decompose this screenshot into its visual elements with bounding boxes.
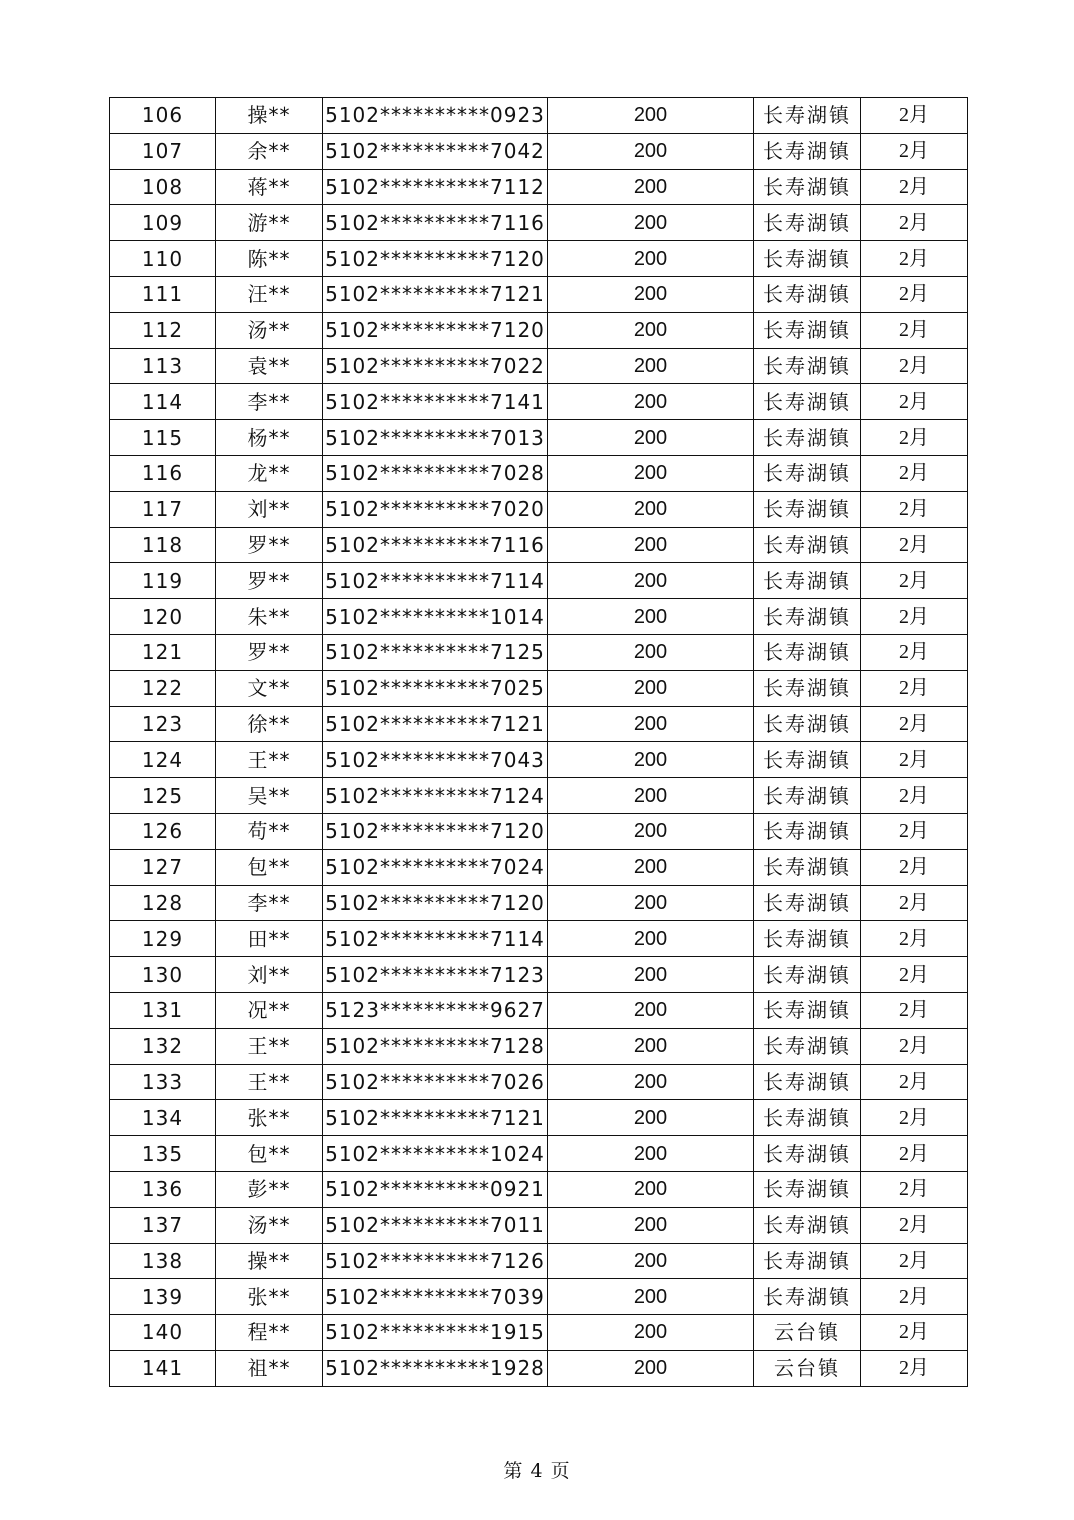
name-cell: 包** [216, 849, 323, 885]
roster-table-body [110, 98, 968, 1387]
table-row [110, 634, 968, 670]
id-number-cell: 5102**********7024 [323, 849, 548, 885]
town-cell: 长寿湖镇 [754, 813, 861, 849]
town-cell: 长寿湖镇 [754, 312, 861, 348]
name-cell: 刘** [216, 491, 323, 527]
month-cell: 2月 [861, 1100, 968, 1136]
name-cell: 程** [216, 1315, 323, 1351]
name-cell: 操** [216, 98, 323, 134]
row-number-cell: 123 [110, 706, 216, 742]
table-row [110, 1279, 968, 1315]
id-number-cell: 5102**********7013 [323, 420, 548, 456]
town-cell: 长寿湖镇 [754, 241, 861, 277]
table-row [110, 992, 968, 1028]
amount-cell: 200 [548, 527, 754, 563]
id-number-cell: 5102**********7011 [323, 1207, 548, 1243]
table-row [110, 1136, 968, 1172]
name-cell: 汤** [216, 1207, 323, 1243]
town-cell: 长寿湖镇 [754, 455, 861, 491]
town-cell: 长寿湖镇 [754, 1064, 861, 1100]
month-cell: 2月 [861, 563, 968, 599]
town-cell: 长寿湖镇 [754, 169, 861, 205]
amount-cell: 200 [548, 1028, 754, 1064]
id-number-cell: 5102**********7128 [323, 1028, 548, 1064]
name-cell: 张** [216, 1100, 323, 1136]
row-number-cell: 128 [110, 885, 216, 921]
row-number-cell: 140 [110, 1315, 216, 1351]
row-number-cell: 131 [110, 992, 216, 1028]
amount-cell: 200 [548, 455, 754, 491]
name-cell: 杨** [216, 420, 323, 456]
row-number-cell: 124 [110, 742, 216, 778]
town-cell: 长寿湖镇 [754, 98, 861, 134]
row-number-cell: 120 [110, 599, 216, 635]
month-cell: 2月 [861, 276, 968, 312]
table-row [110, 98, 968, 134]
amount-cell: 200 [548, 1100, 754, 1136]
amount-cell: 200 [548, 957, 754, 993]
id-number-cell: 5102**********7141 [323, 384, 548, 420]
amount-cell: 200 [548, 1207, 754, 1243]
town-cell: 云台镇 [754, 1350, 861, 1386]
name-cell: 罗** [216, 527, 323, 563]
row-number-cell: 106 [110, 98, 216, 134]
month-cell: 2月 [861, 98, 968, 134]
name-cell: 蒋** [216, 169, 323, 205]
id-number-cell: 5102**********7120 [323, 813, 548, 849]
town-cell: 长寿湖镇 [754, 1207, 861, 1243]
table-row [110, 1171, 968, 1207]
row-number-cell: 116 [110, 455, 216, 491]
table-row [110, 563, 968, 599]
town-cell: 长寿湖镇 [754, 778, 861, 814]
name-cell: 罗** [216, 563, 323, 599]
id-number-cell: 5102**********7028 [323, 455, 548, 491]
row-number-cell: 138 [110, 1243, 216, 1279]
table-row [110, 205, 968, 241]
row-number-cell: 115 [110, 420, 216, 456]
row-number-cell: 117 [110, 491, 216, 527]
row-number-cell: 130 [110, 957, 216, 993]
row-number-cell: 126 [110, 813, 216, 849]
month-cell: 2月 [861, 1243, 968, 1279]
month-cell: 2月 [861, 1064, 968, 1100]
month-cell: 2月 [861, 205, 968, 241]
month-cell: 2月 [861, 921, 968, 957]
month-cell: 2月 [861, 455, 968, 491]
town-cell: 长寿湖镇 [754, 634, 861, 670]
amount-cell: 200 [548, 133, 754, 169]
month-cell: 2月 [861, 1171, 968, 1207]
id-number-cell: 5102**********7123 [323, 957, 548, 993]
town-cell: 长寿湖镇 [754, 670, 861, 706]
amount-cell: 200 [548, 742, 754, 778]
row-number-cell: 125 [110, 778, 216, 814]
table-row [110, 491, 968, 527]
amount-cell: 200 [548, 276, 754, 312]
id-number-cell: 5102**********1014 [323, 599, 548, 635]
amount-cell: 200 [548, 1315, 754, 1351]
amount-cell: 200 [548, 992, 754, 1028]
town-cell: 长寿湖镇 [754, 348, 861, 384]
town-cell: 长寿湖镇 [754, 1279, 861, 1315]
row-number-cell: 127 [110, 849, 216, 885]
month-cell: 2月 [861, 1315, 968, 1351]
id-number-cell: 5102**********7120 [323, 241, 548, 277]
id-number-cell: 5102**********7116 [323, 527, 548, 563]
table-row [110, 312, 968, 348]
town-cell: 长寿湖镇 [754, 420, 861, 456]
page-number-footer: 第 4 页 [503, 1460, 571, 1482]
table-row [110, 1315, 968, 1351]
id-number-cell: 5102**********7042 [323, 133, 548, 169]
id-number-cell: 5102**********7126 [323, 1243, 548, 1279]
name-cell: 王** [216, 1028, 323, 1064]
id-number-cell: 5102**********7124 [323, 778, 548, 814]
name-cell: 包** [216, 1136, 323, 1172]
table-row [110, 420, 968, 456]
id-number-cell: 5102**********1928 [323, 1350, 548, 1386]
amount-cell: 200 [548, 813, 754, 849]
month-cell: 2月 [861, 348, 968, 384]
amount-cell: 200 [548, 885, 754, 921]
town-cell: 长寿湖镇 [754, 742, 861, 778]
amount-cell: 200 [548, 1171, 754, 1207]
amount-cell: 200 [548, 384, 754, 420]
amount-cell: 200 [548, 670, 754, 706]
table-row [110, 1100, 968, 1136]
table-row [110, 813, 968, 849]
name-cell: 田** [216, 921, 323, 957]
table-row [110, 1207, 968, 1243]
month-cell: 2月 [861, 1136, 968, 1172]
id-number-cell: 5102**********7020 [323, 491, 548, 527]
town-cell: 长寿湖镇 [754, 921, 861, 957]
amount-cell: 200 [548, 241, 754, 277]
row-number-cell: 121 [110, 634, 216, 670]
amount-cell: 200 [548, 706, 754, 742]
subsidy-roster-table [109, 97, 968, 1387]
id-number-cell: 5102**********7121 [323, 1100, 548, 1136]
month-cell: 2月 [861, 1279, 968, 1315]
id-number-cell: 5102**********7043 [323, 742, 548, 778]
town-cell: 长寿湖镇 [754, 133, 861, 169]
month-cell: 2月 [861, 169, 968, 205]
name-cell: 李** [216, 384, 323, 420]
town-cell: 长寿湖镇 [754, 706, 861, 742]
town-cell: 长寿湖镇 [754, 205, 861, 241]
table-row [110, 778, 968, 814]
month-cell: 2月 [861, 742, 968, 778]
row-number-cell: 136 [110, 1171, 216, 1207]
town-cell: 云台镇 [754, 1315, 861, 1351]
table-row [110, 1243, 968, 1279]
row-number-cell: 141 [110, 1350, 216, 1386]
town-cell: 长寿湖镇 [754, 527, 861, 563]
month-cell: 2月 [861, 491, 968, 527]
town-cell: 长寿湖镇 [754, 1028, 861, 1064]
amount-cell: 200 [548, 1350, 754, 1386]
table-row [110, 670, 968, 706]
id-number-cell: 5102**********7039 [323, 1279, 548, 1315]
amount-cell: 200 [548, 921, 754, 957]
table-row [110, 599, 968, 635]
amount-cell: 200 [548, 1279, 754, 1315]
name-cell: 刘** [216, 957, 323, 993]
table-row [110, 706, 968, 742]
row-number-cell: 119 [110, 563, 216, 599]
month-cell: 2月 [861, 706, 968, 742]
table-row [110, 527, 968, 563]
month-cell: 2月 [861, 1028, 968, 1064]
town-cell: 长寿湖镇 [754, 992, 861, 1028]
row-number-cell: 108 [110, 169, 216, 205]
amount-cell: 200 [548, 312, 754, 348]
month-cell: 2月 [861, 634, 968, 670]
amount-cell: 200 [548, 491, 754, 527]
name-cell: 祖** [216, 1350, 323, 1386]
town-cell: 长寿湖镇 [754, 599, 861, 635]
month-cell: 2月 [861, 957, 968, 993]
town-cell: 长寿湖镇 [754, 849, 861, 885]
name-cell: 文** [216, 670, 323, 706]
id-number-cell: 5102**********7114 [323, 921, 548, 957]
table-row [110, 1350, 968, 1386]
table-row [110, 957, 968, 993]
row-number-cell: 114 [110, 384, 216, 420]
id-number-cell: 5102**********7112 [323, 169, 548, 205]
amount-cell: 200 [548, 420, 754, 456]
name-cell: 徐** [216, 706, 323, 742]
id-number-cell: 5102**********7116 [323, 205, 548, 241]
name-cell: 龙** [216, 455, 323, 491]
town-cell: 长寿湖镇 [754, 384, 861, 420]
month-cell: 2月 [861, 599, 968, 635]
amount-cell: 200 [548, 563, 754, 599]
id-number-cell: 5102**********7121 [323, 276, 548, 312]
amount-cell: 200 [548, 348, 754, 384]
amount-cell: 200 [548, 1136, 754, 1172]
table-row [110, 276, 968, 312]
id-number-cell: 5123**********9627 [323, 992, 548, 1028]
name-cell: 苟** [216, 813, 323, 849]
table-row [110, 348, 968, 384]
id-number-cell: 5102**********7125 [323, 634, 548, 670]
row-number-cell: 133 [110, 1064, 216, 1100]
month-cell: 2月 [861, 813, 968, 849]
name-cell: 张** [216, 1279, 323, 1315]
row-number-cell: 118 [110, 527, 216, 563]
table-row [110, 1064, 968, 1100]
name-cell: 吴** [216, 778, 323, 814]
row-number-cell: 129 [110, 921, 216, 957]
id-number-cell: 5102**********7121 [323, 706, 548, 742]
row-number-cell: 112 [110, 312, 216, 348]
table-row [110, 133, 968, 169]
name-cell: 汪** [216, 276, 323, 312]
month-cell: 2月 [861, 1207, 968, 1243]
id-number-cell: 5102**********0921 [323, 1171, 548, 1207]
name-cell: 余** [216, 133, 323, 169]
month-cell: 2月 [861, 241, 968, 277]
row-number-cell: 132 [110, 1028, 216, 1064]
amount-cell: 200 [548, 778, 754, 814]
name-cell: 陈** [216, 241, 323, 277]
id-number-cell: 5102**********7025 [323, 670, 548, 706]
id-number-cell: 5102**********0923 [323, 98, 548, 134]
name-cell: 罗** [216, 634, 323, 670]
amount-cell: 200 [548, 849, 754, 885]
name-cell: 况** [216, 992, 323, 1028]
town-cell: 长寿湖镇 [754, 491, 861, 527]
month-cell: 2月 [861, 420, 968, 456]
id-number-cell: 5102**********7114 [323, 563, 548, 599]
amount-cell: 200 [548, 1064, 754, 1100]
month-cell: 2月 [861, 1350, 968, 1386]
id-number-cell: 5102**********7120 [323, 885, 548, 921]
amount-cell: 200 [548, 599, 754, 635]
amount-cell: 200 [548, 98, 754, 134]
town-cell: 长寿湖镇 [754, 563, 861, 599]
id-number-cell: 5102**********1915 [323, 1315, 548, 1351]
row-number-cell: 110 [110, 241, 216, 277]
row-number-cell: 109 [110, 205, 216, 241]
id-number-cell: 5102**********7026 [323, 1064, 548, 1100]
name-cell: 朱** [216, 599, 323, 635]
row-number-cell: 139 [110, 1279, 216, 1315]
row-number-cell: 137 [110, 1207, 216, 1243]
name-cell: 游** [216, 205, 323, 241]
month-cell: 2月 [861, 527, 968, 563]
id-number-cell: 5102**********7120 [323, 312, 548, 348]
table-row [110, 241, 968, 277]
name-cell: 汤** [216, 312, 323, 348]
amount-cell: 200 [548, 169, 754, 205]
amount-cell: 200 [548, 205, 754, 241]
town-cell: 长寿湖镇 [754, 1171, 861, 1207]
table-row [110, 885, 968, 921]
row-number-cell: 122 [110, 670, 216, 706]
table-row [110, 169, 968, 205]
table-row [110, 849, 968, 885]
id-number-cell: 5102**********1024 [323, 1136, 548, 1172]
table-row [110, 384, 968, 420]
month-cell: 2月 [861, 885, 968, 921]
name-cell: 李** [216, 885, 323, 921]
table-row [110, 742, 968, 778]
month-cell: 2月 [861, 384, 968, 420]
town-cell: 长寿湖镇 [754, 276, 861, 312]
row-number-cell: 111 [110, 276, 216, 312]
amount-cell: 200 [548, 1243, 754, 1279]
month-cell: 2月 [861, 312, 968, 348]
town-cell: 长寿湖镇 [754, 1100, 861, 1136]
month-cell: 2月 [861, 778, 968, 814]
table-row [110, 1028, 968, 1064]
table-row [110, 921, 968, 957]
amount-cell: 200 [548, 634, 754, 670]
town-cell: 长寿湖镇 [754, 957, 861, 993]
town-cell: 长寿湖镇 [754, 1243, 861, 1279]
table-row [110, 455, 968, 491]
name-cell: 袁** [216, 348, 323, 384]
name-cell: 王** [216, 742, 323, 778]
row-number-cell: 113 [110, 348, 216, 384]
month-cell: 2月 [861, 849, 968, 885]
name-cell: 操** [216, 1243, 323, 1279]
month-cell: 2月 [861, 992, 968, 1028]
row-number-cell: 107 [110, 133, 216, 169]
town-cell: 长寿湖镇 [754, 885, 861, 921]
id-number-cell: 5102**********7022 [323, 348, 548, 384]
month-cell: 2月 [861, 670, 968, 706]
name-cell: 王** [216, 1064, 323, 1100]
row-number-cell: 134 [110, 1100, 216, 1136]
name-cell: 彭** [216, 1171, 323, 1207]
town-cell: 长寿湖镇 [754, 1136, 861, 1172]
row-number-cell: 135 [110, 1136, 216, 1172]
month-cell: 2月 [861, 133, 968, 169]
